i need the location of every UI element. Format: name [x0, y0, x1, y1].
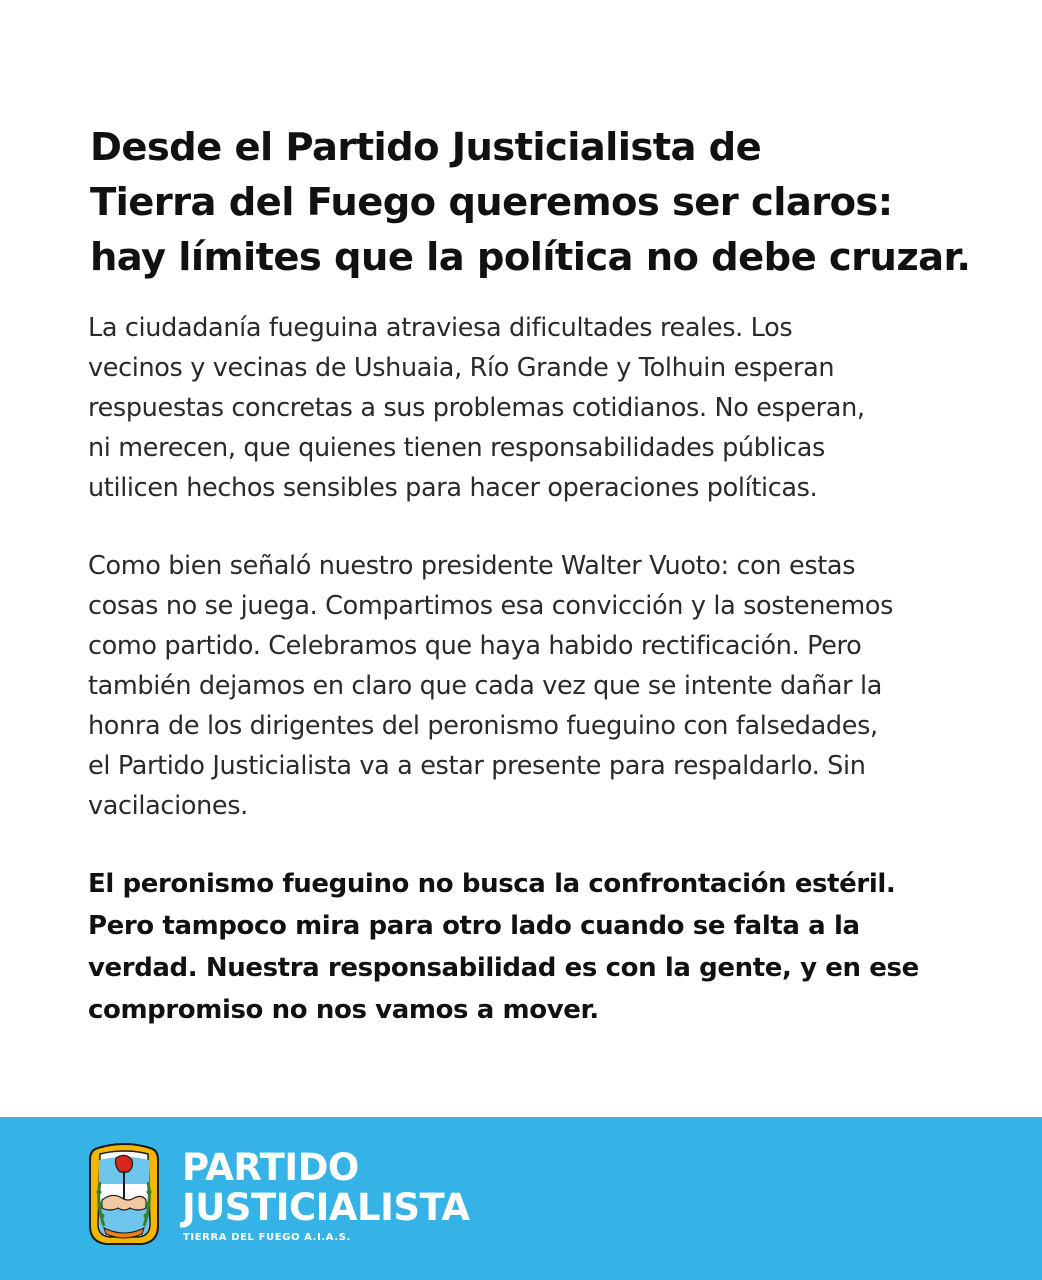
headline [90, 120, 1010, 285]
paragraph-line: utilicen hechos sensibles para hacer operaciones políticas. [88, 473, 818, 503]
body-paragraph-1 [88, 308, 988, 508]
paragraph-line: Como bien señaló nuestro presidente Walter Vuoto: con estas [88, 551, 856, 581]
closing-line: verdad. Nuestra responsabilidad es con la gente, y en ese [88, 953, 919, 983]
paragraph-line: como partido. Celebramos que haya habido rectificación. Pero [88, 631, 862, 661]
paragraph-line: cosas no se juega. Compartimos esa convicción y la sostenemos [88, 591, 894, 621]
body-paragraph-2 [88, 546, 988, 826]
paragraph-line: vecinos y vecinas de Ushuaia, Río Grande y Tolhuin esperan [88, 353, 835, 383]
paragraph-line: ni merecen, que quienes tienen responsabilidades públicas [88, 433, 825, 463]
brand-line-1: PARTIDO [182, 1146, 359, 1189]
closing-line: Pero tampoco mira para otro lado cuando se falta a la [88, 911, 860, 941]
brand-logotype [182, 1148, 470, 1228]
closing-line: compromiso no nos vamos a mover. [88, 995, 599, 1025]
headline-line: Desde el Partido Justicialista de [90, 125, 762, 170]
headline-line: hay límites que la política no debe cruzar. [90, 235, 971, 280]
paragraph-line: La ciudadanía fueguina atraviesa dificultades reales. Los [88, 313, 793, 343]
paragraph-line: honra de los dirigentes del peronismo fueguino con falsedades, [88, 711, 878, 741]
pj-shield-emblem-icon [88, 1142, 160, 1248]
paragraph-line: el Partido Justicialista va a estar presente para respaldarlo. Sin [88, 751, 866, 781]
paragraph-line: también dejamos en claro que cada vez que se intente dañar la [88, 671, 883, 701]
closing-line: El peronismo fueguino no busca la confrontación estéril. [88, 869, 896, 899]
brand-line-2: JUSTICIALISTA [182, 1186, 470, 1229]
closing-statement [88, 863, 1008, 1031]
brand-subtitle: TIERRA DEL FUEGO A.I.A.S. [183, 1232, 351, 1243]
paragraph-line: respuestas concretas a sus problemas cotidianos. No esperan, [88, 393, 865, 423]
paragraph-line: vacilaciones. [88, 791, 248, 821]
headline-line: Tierra del Fuego queremos ser claros: [90, 180, 893, 225]
